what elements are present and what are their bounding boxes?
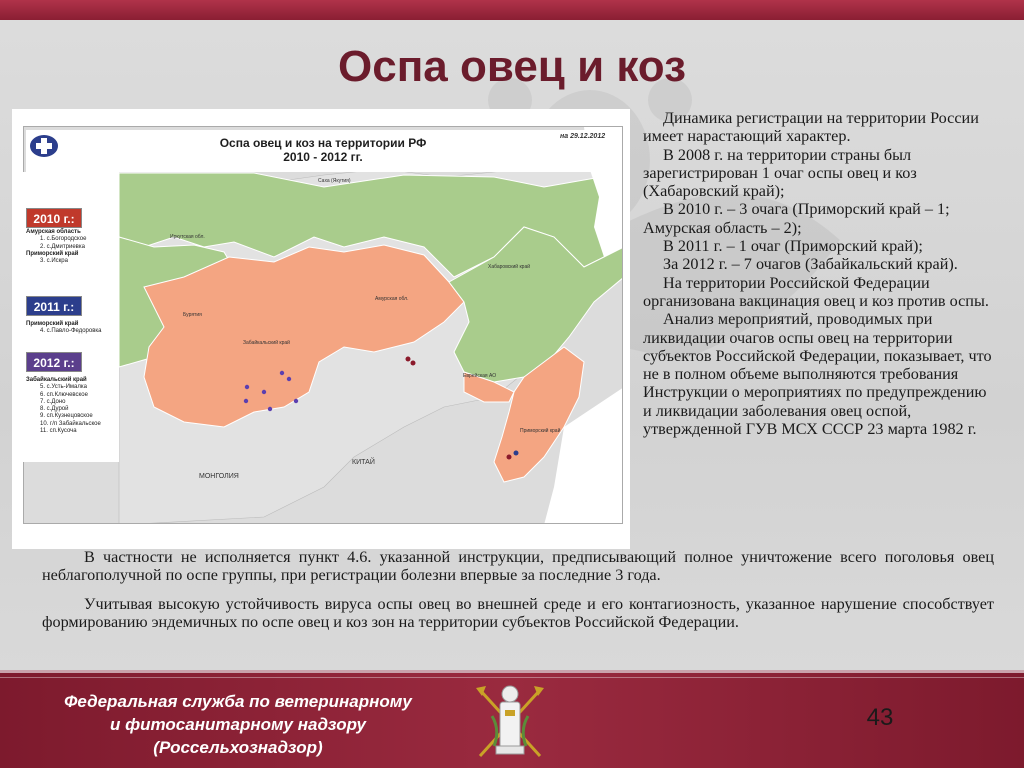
legend-entry: Амурская область [26, 229, 81, 235]
right-paragraph-3: В 2010 г. – 3 очага (Приморский край – 1; Амурская область – 2); [643, 200, 950, 237]
right-paragraph-5: За 2012 г. – 7 очагов (Забайкальский край). [663, 255, 958, 274]
right-paragraph-6: На территории Российской Федерации организована вакцинация овец и коз против оспы. [643, 273, 989, 310]
legend-entry: Приморский край [26, 250, 79, 257]
legend-entry: 8. с.Дурой [40, 406, 69, 413]
right-paragraph-7: Анализ мероприятий, проводимых при ликвидации очагов оспы овец на территории субъектов Российской Федерации, показывает, что не в полном объеме выполняются требования Инструкции о мероприятиях по предупреждению и ликвидации заболевания овец оспой, утвержденной ГУВ МСХ СССР 23 марта 1982 г. [643, 310, 992, 439]
footer-org-name [14, 690, 462, 759]
bottom-paragraph-1: В частности не исполняется пункт 4.6. указанной инструкции, предписывающий полное уничтожение всего поголовья овец неблагополучной по оспе группы, при регистрации болезни впервые за последние 3 года. [42, 548, 994, 585]
map-label-irkutsk: Иркутская обл. [170, 234, 205, 240]
legend-badge-2011: 2011 г.: [26, 296, 82, 316]
footer-line-1: Федеральная служба по ветеринарному [64, 692, 412, 711]
legend-entry: 11. сп.Кусоча [40, 428, 77, 435]
map-title [188, 136, 458, 164]
map-label-khabarovsk: Хабаровский край [488, 264, 531, 270]
legend-badge-2010: 2010 г.: [26, 208, 82, 228]
rosselkhoznadzor-emblem-icon [472, 676, 548, 762]
legend-entry: 5. с.Усть-Ималка [40, 384, 87, 391]
footer-line-2: и фитосанитарному надзору [110, 715, 366, 734]
footer-line-3: (Россельхознадзор) [153, 738, 323, 757]
legend-2012-list [26, 377, 121, 435]
vet-service-logo-icon [28, 133, 60, 159]
legend-entry: 6. сп.Ключевское [40, 391, 88, 398]
map-label-zabaikal: Забайкальский край [243, 340, 290, 346]
legend-entry: 3. с.Искра [40, 258, 68, 265]
legend-entry: 2. с.Дмитриевка [40, 243, 85, 250]
legend-entry: 4. с.Павло-Федоровка [40, 328, 102, 335]
page-number: 43 [866, 704, 894, 731]
map-label-sakha: Саха (Якутия) [318, 178, 351, 184]
legend-entry: 10. г/п Забайкальское [40, 420, 101, 427]
map-date: на 29.12.2012 [560, 133, 606, 140]
map-label-primorsky: Приморский край [520, 428, 561, 434]
map-label-eao: Еврейская АО [463, 373, 497, 379]
bottom-text-block [42, 548, 994, 642]
slide-title: Оспа овец и коз [338, 42, 686, 91]
map-title-line2: 2010 - 2012 гг. [283, 150, 363, 164]
right-paragraph-2: В 2008 г. на территории страны был зарегистрирован 1 очаг оспы овец и коз (Хабаровский край); [643, 145, 917, 201]
legend-2011-list [26, 321, 121, 336]
map-label-mongolia: МОНГОЛИЯ [199, 473, 239, 480]
legend-entry: Приморский край [26, 321, 79, 327]
map-label-china: КИТАЙ [352, 459, 375, 466]
legend-entry: 1. с.Богородское [40, 236, 87, 243]
right-paragraph-4: В 2011 г. – 1 очаг (Приморский край); [663, 237, 923, 256]
map-label-amur: Амурская обл. [375, 296, 409, 302]
legend-entry: 7. с.Доно [40, 398, 66, 405]
legend-2010-list [26, 229, 121, 265]
legend-entry: 9. сп.Кузнецовское [40, 413, 93, 420]
top-accent-bar [0, 0, 1024, 20]
right-text-block [643, 109, 995, 438]
map-label-buryatia: Бурятия [183, 312, 202, 318]
legend-entry: Забайкальский край [26, 377, 87, 383]
map-title-line1: Оспа овец и коз на территории РФ [219, 136, 427, 150]
right-paragraph-1: Динамика регистрации на территории России имеет нарастающий характер. [643, 109, 979, 146]
legend-badge-2012: 2012 г.: [26, 352, 82, 372]
bottom-paragraph-2: Учитывая высокую устойчивость вируса оспы овец во внешней среде и его контагиозность, указанное нарушение способствует формированию эндемичных по оспе овец и коз зон на территории субъектов Российской Федерации. [42, 594, 994, 632]
